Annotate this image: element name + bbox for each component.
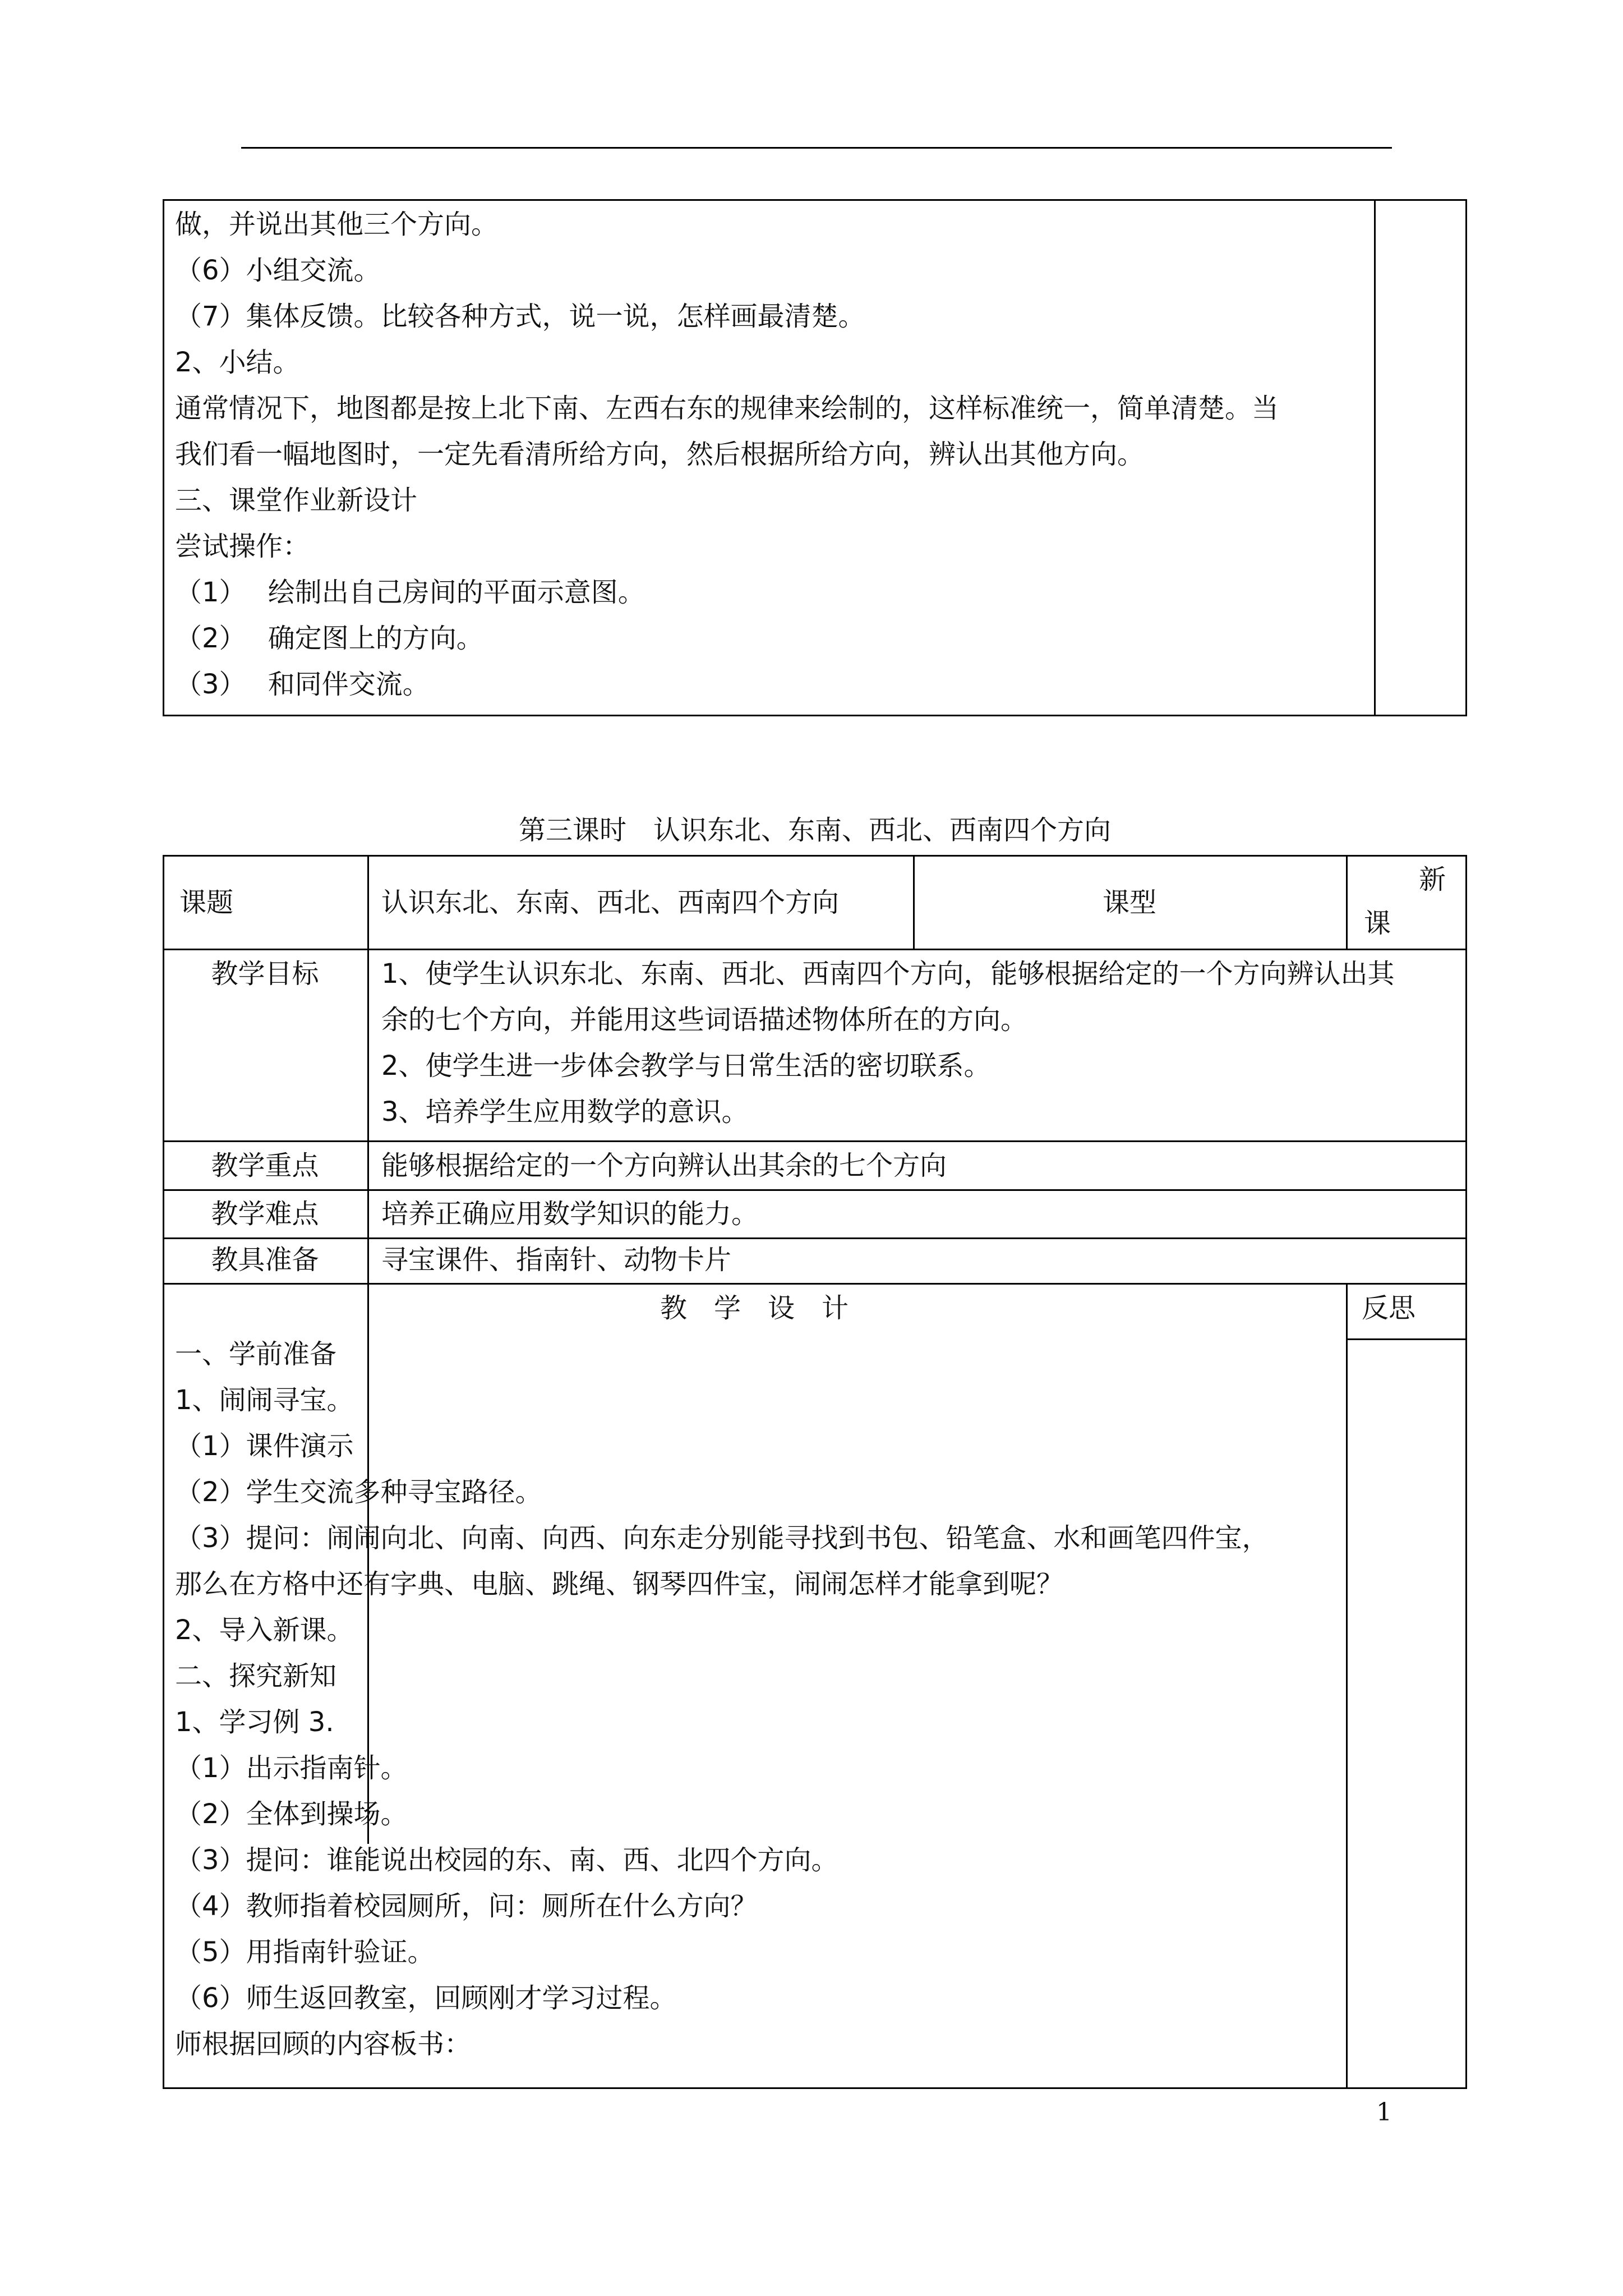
design-line: （4）教师指着校园厕所，问：厕所在什么方向？ [175, 1890, 758, 1922]
design-line: 师根据回顾的内容板书： [175, 2028, 472, 2060]
text-line: （6）小组交流。 [175, 255, 381, 286]
row-divider [163, 1237, 1467, 1239]
topic-value: 认识东北、东南、西北、西南四个方向 [381, 887, 840, 918]
topic-label: 课题 [179, 887, 234, 918]
col-divider [367, 855, 369, 1844]
design-line: （2）全体到操场。 [175, 1798, 408, 1830]
text-line: 我们看一幅地图时，一定先看清所给方向，然后根据所给方向，辨认出其他方向。 [175, 439, 1145, 470]
key-value: 能够根据给定的一个方向辨认出其余的七个方向 [381, 1150, 947, 1181]
text-line: （2） 确定图上的方向。 [175, 623, 483, 654]
difficulty-label: 教学难点 [211, 1198, 319, 1230]
design-line: 1、学习例 3. [175, 1706, 334, 1738]
design-line: 那么在方格中还有字典、电脑、跳绳、钢琴四件宝，闹闹怎样才能拿到呢？ [175, 1568, 1064, 1600]
goal-line: 2、使学生进一步体会教学与日常生活的密切联系。 [381, 1050, 991, 1082]
type-value-line1: 新 [1419, 864, 1446, 895]
design-header: 教 学 设 计 [660, 1292, 849, 1324]
tools-value: 寻宝课件、指南针、动物卡片 [381, 1244, 732, 1276]
design-line: （3）提问：谁能说出校园的东、南、西、北四个方向。 [175, 1844, 838, 1876]
reflection-divider [1346, 1283, 1348, 2089]
design-line: 2、导入新课。 [175, 1614, 354, 1646]
type-value-line2: 课 [1364, 908, 1391, 939]
text-line: （3） 和同伴交流。 [175, 669, 430, 700]
text-line: 2、小结。 [175, 347, 300, 378]
goal-line: 1、使学生认识东北、东南、西北、西南四个方向，能够根据给定的一个方向辨认出其 [381, 958, 1395, 990]
design-line: （1）课件演示 [175, 1430, 354, 1462]
reflection-header-line [1346, 1338, 1467, 1340]
text-line: 做，并说出其他三个方向。 [175, 209, 499, 240]
design-line: （2）学生交流多种寻宝路径。 [175, 1476, 542, 1508]
col-divider [1346, 855, 1348, 949]
text-line: 三、课堂作业新设计 [175, 485, 418, 516]
row-divider [163, 949, 1467, 950]
row-divider [163, 1140, 1467, 1142]
goals-label: 教学目标 [211, 958, 319, 990]
design-line: 一、学前准备 [175, 1338, 337, 1370]
goal-line: 余的七个方向，并能用这些词语描述物体所在的方向。 [381, 1004, 1028, 1036]
lesson-title: 第三课时 认识东北、东南、西北、西南四个方向 [518, 815, 1111, 846]
type-label: 课型 [1102, 887, 1156, 918]
continuation-table-divider [1374, 199, 1376, 716]
row-divider [163, 1283, 1467, 1285]
design-line: 二、探究新知 [175, 1660, 337, 1692]
row-divider [163, 1189, 1467, 1191]
header-rule [241, 147, 1392, 149]
page-number: 1 [1376, 2098, 1392, 2127]
design-line: （1）出示指南针。 [175, 1752, 408, 1784]
text-line: 尝试操作： [175, 531, 310, 562]
text-line: （1） 绘制出自己房间的平面示意图。 [175, 577, 645, 608]
goal-line: 3、培养学生应用数学的意识。 [381, 1096, 749, 1128]
design-line: （5）用指南针验证。 [175, 1936, 435, 1968]
key-label: 教学重点 [211, 1150, 319, 1181]
tools-label: 教具准备 [211, 1244, 319, 1276]
text-line: （7）集体反馈。比较各种方式，说一说，怎样画最清楚。 [175, 301, 865, 332]
difficulty-value: 培养正确应用数学知识的能力。 [381, 1198, 759, 1230]
text-line: 通常情况下，地图都是按上北下南、左西右东的规律来绘制的，这样标准统一，简单清楚。当 [175, 393, 1279, 424]
reflection-header: 反思 [1362, 1292, 1416, 1324]
design-line: 1、闹闹寻宝。 [175, 1384, 354, 1416]
design-line: （3）提问：闹闹向北、向南、向西、向东走分别能寻找到书包、铅笔盒、水和画笔四件宝， [175, 1522, 1269, 1554]
design-line: （6）师生返回教室，回顾刚才学习过程。 [175, 1982, 677, 2014]
